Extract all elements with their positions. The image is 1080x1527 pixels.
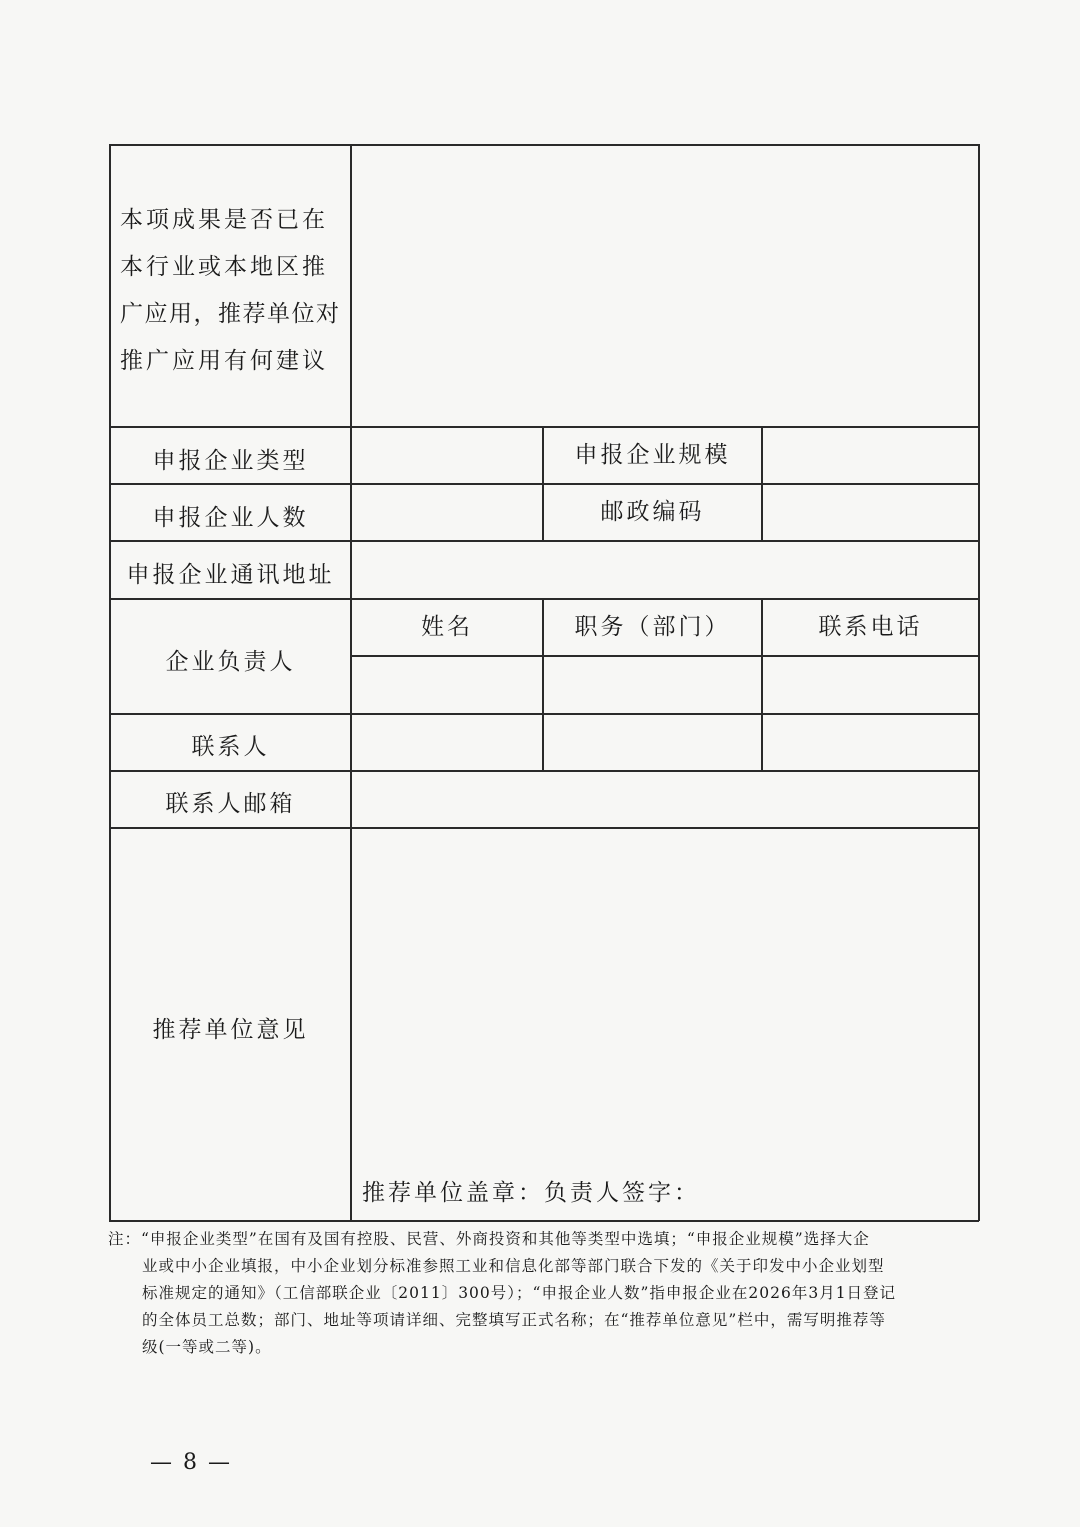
table-border-right bbox=[978, 144, 980, 1221]
postal-code-label: 邮政编码 bbox=[600, 499, 705, 525]
table-row-line bbox=[350, 655, 979, 657]
promotion-label-line: 广应用，推荐单位对 bbox=[120, 301, 341, 327]
table-row-line bbox=[109, 426, 979, 428]
page-number: — 8 — bbox=[150, 1450, 232, 1475]
promotion-question-label bbox=[120, 197, 341, 385]
table-col-line bbox=[761, 426, 763, 540]
footnote-line: 业或中小企业填报，中小企业划分标准参照工业和信息化部等部门联合下发的《关于印发中小企业划型 bbox=[142, 1257, 885, 1275]
promotion-label-line: 本项成果是否已在 bbox=[120, 207, 328, 233]
table-row-line bbox=[109, 713, 979, 715]
table-col-line bbox=[350, 144, 352, 1221]
footnote bbox=[108, 1226, 996, 1361]
promotion-label-line: 本行业或本地区推 bbox=[120, 254, 328, 280]
footnote-line: 的全体员工总数；部门、地址等项请详细、完整填写正式名称；在“推荐单位意见”栏中，需写明推荐等 bbox=[142, 1311, 886, 1329]
table-border-top bbox=[109, 144, 979, 146]
header-phone: 联系电话 bbox=[818, 614, 923, 640]
footnote-line: 级(一等或二等)。 bbox=[142, 1338, 272, 1356]
footnote-line: 注：“申报企业类型”在国有及国有控股、民营、外商投资和其他等类型中选填；“申报企业规模”选择大企 bbox=[108, 1230, 870, 1248]
footnote-line: 标准规定的通知》（工信部联企业〔2011〕300号）；“申报企业人数”指申报企业在2026年3月1日登记 bbox=[142, 1284, 897, 1302]
contact-email-label: 联系人邮箱 bbox=[165, 791, 296, 817]
enterprise-type-label: 申报企业类型 bbox=[152, 448, 309, 474]
header-name: 姓名 bbox=[421, 614, 473, 640]
seal-signature-text: 推荐单位盖章：负责人签字： bbox=[362, 1180, 700, 1206]
contact-label: 联系人 bbox=[191, 734, 270, 760]
table-border-bottom bbox=[109, 1220, 979, 1222]
header-position: 职务（部门） bbox=[574, 614, 731, 640]
address-label: 申报企业通讯地址 bbox=[126, 562, 335, 588]
enterprise-staff-label: 申报企业人数 bbox=[152, 505, 309, 531]
promotion-label-line: 推广应用有何建议 bbox=[120, 348, 328, 374]
enterprise-scale-label: 申报企业规模 bbox=[574, 442, 731, 468]
principal-label: 企业负责人 bbox=[165, 649, 296, 675]
recommender-opinion-label: 推荐单位意见 bbox=[152, 1017, 309, 1043]
